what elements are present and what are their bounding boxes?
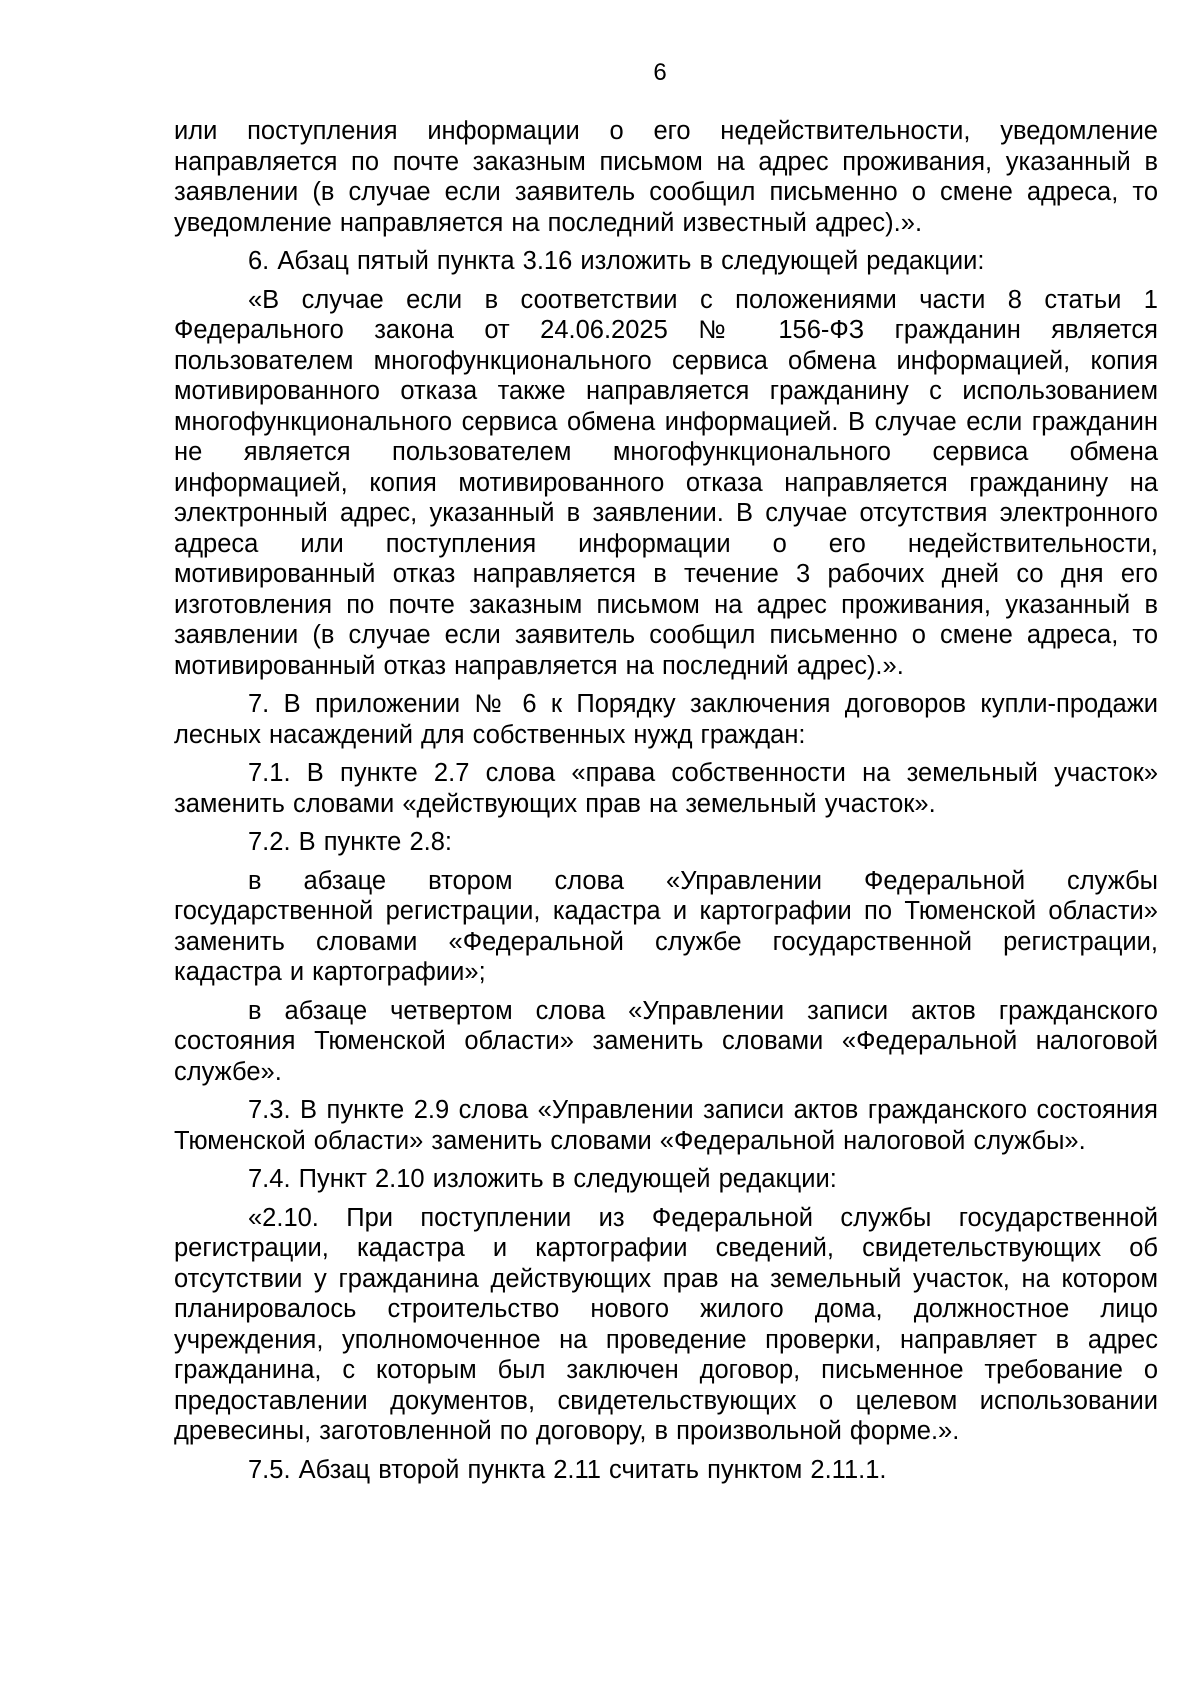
paragraph-item-6: 6. Абзац пятый пункта 3.16 изложить в следующей редакции: [248,247,985,275]
paragraph-item-6-text: «В случае если в соответствии с положениями части 8 статьи 1 Федерального закона от 24.06.2025 № 156-ФЗ гражданин является пользователем многофункционального сервиса обмена информацией, копия мотивированного отказа также направляется гражданину с использованием многофункционального сервиса обмена информацией. В случае если гражданин не является пользователем многофункционального сервиса обмена информацией, копия мотивированного отказа направляется гражданину на электронный адрес, указанный в заявлении. В случае отсутствия электронного адреса или поступления информации о его недействительности, мотивированный отказ направляется в течение 3 рабочих дней со дня его изготовления по почте заказным письмом на адрес проживания, указанный в заявлении (в случае если заявитель сообщил письменно о смене адреса, то мотивированный отказ направляется на последний адрес).». [174,285,1158,680]
paragraph-item-7: 7. В приложении № 6 к Порядку заключения договоров купли-продажи лесных насаждений для собственных нужд граждан: [174,690,1158,749]
paragraph-item-7-2: 7.2. В пункте 2.8: [248,828,452,856]
paragraph-item-7-3: 7.3. В пункте 2.9 слова «Управлении записи актов гражданского состояния Тюменской области» заменить словами «Федеральной налоговой службы». [174,1096,1158,1155]
paragraph-item-7-2-b: в абзаце четвертом слова «Управлении записи актов гражданского состояния Тюменской области» заменить словами «Федеральной налоговой службе». [174,996,1158,1086]
page-number: 6 [653,59,667,86]
paragraph-item-7-2-a: в абзаце втором слова «Управлении Федеральной службы государственной регистрации, кадастра и картографии по Тюменской области» заменить словами «Федеральной службе государственной регистрации, кадастра и картографии»; [174,866,1158,986]
paragraph-continuation: или поступления информации о его недействительности, уведомление направляется по почте заказным письмом на адрес проживания, указанный в заявлении (в случае если заявитель сообщил письменно о смене адреса, то уведомление направляется на последний известный адрес).». [174,117,1158,237]
paragraph-item-7-4-text: «2.10. При поступлении из Федеральной службы государственной регистрации, кадастра и картографии сведений, свидетельствующих об отсутствии у гражданина действующих прав на земельный участок, на котором планировалось строительство нового жилого дома, должностное лицо учреждения, уполномоченное на проведение проверки, направляет в адрес гражданина, с которым был заключен договор, письменное требование о предоставлении документов, свидетельствующих о целевом использовании древесины, заготовленной по договору, в произвольной форме.». [174,1203,1158,1445]
document-body [174,116,1158,1493]
paragraph-item-7-5: 7.5. Абзац второй пункта 2.11 считать пунктом 2.11.1. [248,1455,887,1484]
paragraph-item-7-4: 7.4. Пункт 2.10 изложить в следующей редакции: [248,1165,837,1193]
paragraph-item-7-1: 7.1. В пункте 2.7 слова «права собственности на земельный участок» заменить словами «действующих прав на земельный участок». [174,759,1158,818]
